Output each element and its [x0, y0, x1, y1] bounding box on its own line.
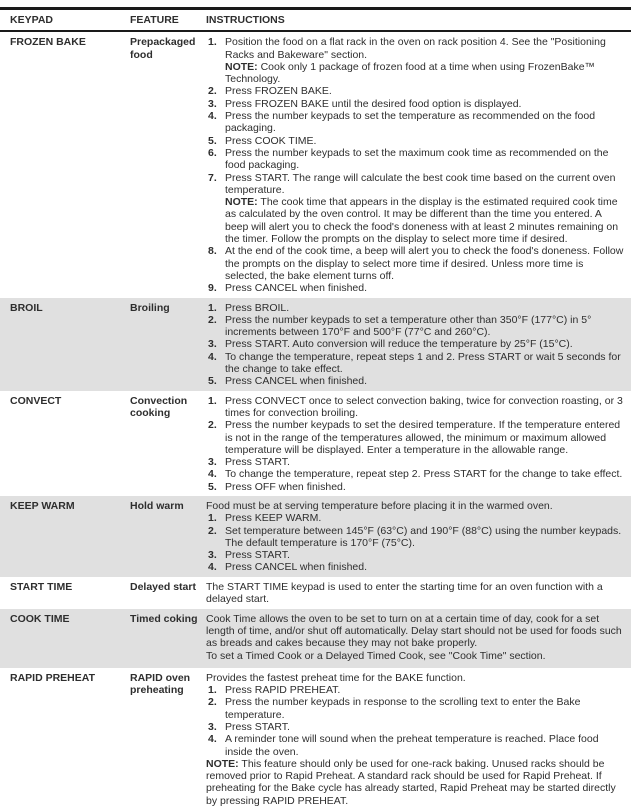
instruction-step [206, 525, 626, 550]
keypad-cell: RAPID PREHEAT [10, 671, 95, 684]
instruction-paragraph: Provides the fastest preheat time for the BAKE function. [206, 671, 466, 684]
table-row [0, 32, 631, 297]
keypad-cell: CONVECT [10, 394, 62, 407]
keypad-cell: FROZEN BAKE [10, 36, 86, 49]
instruction-step [206, 395, 626, 420]
step-text [225, 314, 626, 339]
step-text [225, 98, 626, 110]
step-text [225, 85, 626, 97]
step-text-line: To change the temperature, repeat step 2. Press START for the change to take effect. [225, 468, 623, 481]
instruction-step [206, 98, 626, 110]
step-text [225, 282, 626, 294]
step-number: 2. [208, 696, 217, 709]
note-paragraph: NOTE: This feature should only be used for one-rack baking. Unused racks should be removed prior to Rapid Preheat. A standard rack should be used for Rapid Preheat. If preheating for the Bake cycle has already started, Rapid Preheat may be started directly by pressing RAPID PREHEAT. [206, 757, 616, 807]
step-number: 5. [208, 375, 217, 388]
step-note: NOTE: Cook only 1 package of frozen food at a time when using FrozenBake™ Technology. [225, 60, 596, 86]
instruction-paragraph: To set a Timed Cook or a Delayed Timed Cook, see "Cook Time" section. [206, 649, 546, 662]
step-number: 5. [208, 480, 217, 493]
step-number: 4. [208, 350, 217, 363]
table-body [0, 32, 631, 810]
feature-cell: Broiling [130, 301, 170, 314]
step-number: 6. [208, 146, 217, 159]
step-text [225, 172, 626, 246]
instruction-step [206, 338, 626, 350]
keypad-cell: KEEP WARM [10, 499, 75, 512]
step-number: 1. [208, 684, 217, 697]
step-number: 8. [208, 245, 217, 258]
instruction-step [206, 147, 626, 172]
step-text-line: Press CANCEL when finished. [225, 375, 368, 388]
step-text [225, 36, 626, 85]
instruction-step [206, 733, 626, 758]
step-text-line: At the end of the cook time, a beep will alert you to check the food's doneness. Follow the prompts on the display to select more time if desired. Unless more time is selected, the bake element turns off. [225, 245, 624, 282]
step-text [225, 512, 626, 524]
instructions-cell [206, 581, 631, 606]
step-text [225, 561, 626, 573]
step-text-line: Press START. The range will calculate the best cook time based on the current oven temperature. [225, 171, 616, 196]
step-text [225, 302, 626, 314]
step-text [225, 375, 626, 387]
instruction-steps [206, 395, 626, 493]
feature-cell: Prepackaged food [130, 36, 196, 61]
step-number: 1. [208, 301, 217, 314]
step-text [225, 456, 626, 468]
instructions-cell [206, 395, 631, 493]
instruction-step [206, 36, 626, 85]
step-text-line: Set temperature between 145°F (63°C) and 190°F (88°C) using the number keypads. The default temperature is 170°F (75°C). [225, 524, 622, 549]
note-label: NOTE: [225, 196, 258, 209]
instruction-steps [206, 302, 626, 388]
instruction-step [206, 375, 626, 387]
header-instructions: INSTRUCTIONS [206, 14, 285, 26]
step-number: 7. [208, 171, 217, 184]
step-number: 2. [208, 313, 217, 326]
instructions-cell [206, 672, 631, 807]
instruction-step [206, 561, 626, 573]
step-number: 2. [208, 419, 217, 432]
table-row [0, 496, 631, 577]
step-text-line: To change the temperature, repeat steps 1 and 2. Press START or wait 5 seconds for the change to take effect. [225, 350, 621, 376]
instruction-step [206, 282, 626, 294]
step-text [225, 395, 626, 420]
note-label: NOTE: [225, 60, 258, 73]
keypad-cell: BROIL [10, 301, 43, 314]
instruction-step [206, 696, 626, 721]
step-number: 4. [208, 561, 217, 574]
step-text-line: Press COOK TIME. [225, 134, 317, 147]
header-feature: FEATURE [130, 14, 179, 26]
instruction-steps [206, 684, 626, 758]
step-text [225, 419, 626, 456]
step-text [225, 110, 626, 135]
instruction-step [206, 245, 626, 282]
step-number: 2. [208, 85, 217, 98]
step-text [225, 245, 626, 282]
note-label: NOTE: [206, 757, 239, 770]
step-text-line: Press the number keypads to set the desired temperature. If the temperature entered is not in the range of the temperatures allowed, the minimum or maximum allowed temperature will be displayed. Enter a temperature in the allowable range. [225, 419, 621, 456]
instruction-step [206, 172, 626, 246]
keypad-cell: START TIME [10, 580, 73, 593]
step-number: 4. [208, 110, 217, 123]
step-text [225, 525, 626, 550]
instruction-step [206, 481, 626, 493]
step-text [225, 696, 626, 721]
step-text-line: Press OFF when finished. [225, 480, 346, 493]
instruction-paragraph: Food must be at serving temperature before placing it in the warmed oven. [206, 499, 553, 512]
step-number: 4. [208, 733, 217, 746]
table-row [0, 391, 631, 496]
header-keypad: KEYPAD [10, 14, 53, 26]
step-text-line: Press CANCEL when finished. [225, 561, 368, 574]
instruction-step [206, 456, 626, 468]
step-text-line: Press the number keypads in response to the scrolling text to enter the Bake temperature. [225, 696, 581, 721]
instructions-cell [206, 36, 631, 294]
step-text-line: Press KEEP WARM. [225, 512, 322, 525]
feature-cell: Convection cooking [130, 394, 188, 419]
step-text [225, 549, 626, 561]
step-text-line: Press the number keypads to set the maximum cook time as recommended on the food packaging. [225, 146, 609, 172]
step-text-line: Press START. [225, 456, 290, 469]
instruction-step [206, 85, 626, 97]
step-text-line: Press BROIL. [225, 301, 290, 314]
step-text-line: Press CANCEL when finished. [225, 282, 368, 295]
instruction-step [206, 302, 626, 314]
step-number: 3. [208, 97, 217, 110]
step-note: NOTE: The cook time that appears in the display is the estimated required cook time as calculated by the oven control. It may be different than the time you entered. A beep will alert you to check the food's doneness with at least 2 minutes remaining on the timer. Follow the prompts on the display to select more time if desired. [225, 196, 619, 246]
step-text-line: Press the number keypads to set a temperature other than 350°F (177°C) in 5° increments between 170°F and 500°F (77°C and 260°C). [225, 313, 592, 339]
instruction-step [206, 419, 626, 456]
feature-cell: Timed coking [130, 612, 198, 625]
feature-cell: Hold warm [130, 499, 184, 512]
instruction-step [206, 549, 626, 561]
step-text [225, 135, 626, 147]
instruction-steps [206, 36, 626, 294]
step-text-line: Press START. Auto conversion will reduce the temperature by 25°F (15°C). [225, 338, 573, 351]
instruction-paragraph: Cook Time allows the oven to be set to turn on at a certain time of day, cook for a set length of time, and/or shut off automatically. Delay start should not be used for foods such as breads and cakes because they may not bake properly. [206, 612, 622, 650]
instruction-step [206, 135, 626, 147]
step-text [225, 684, 626, 696]
step-number: 5. [208, 134, 217, 147]
step-text-line: Press FROZEN BAKE until the desired food option is displayed. [225, 97, 522, 110]
step-text [225, 481, 626, 493]
instruction-step [206, 110, 626, 135]
step-text-line: Press START. [225, 549, 290, 562]
table-row [0, 298, 631, 391]
instruction-step [206, 721, 626, 733]
table-row [0, 577, 631, 609]
step-text [225, 721, 626, 733]
step-number: 4. [208, 468, 217, 481]
instruction-step [206, 314, 626, 339]
step-number: 2. [208, 524, 217, 537]
instruction-step [206, 468, 626, 480]
step-text-line: Press RAPID PREHEAT. [225, 684, 341, 697]
step-number: 3. [208, 338, 217, 351]
step-text [225, 468, 626, 480]
instruction-paragraph: The START TIME keypad is used to enter the starting time for an oven function with a delayed start. [206, 580, 603, 606]
feature-cell: Delayed start [130, 580, 196, 593]
step-text [225, 338, 626, 350]
instruction-step [206, 512, 626, 524]
table-header-row [0, 10, 631, 32]
step-text [225, 147, 626, 172]
instruction-step [206, 684, 626, 696]
step-number: 1. [208, 512, 217, 525]
step-text-line: A reminder tone will sound when the preheat temperature is reached. Place food inside the oven. [225, 733, 599, 758]
step-number: 1. [208, 36, 217, 49]
table-row [0, 609, 631, 668]
step-text-line: Press FROZEN BAKE. [225, 85, 332, 98]
step-text-line: Press CONVECT once to select convection baking, twice for convection roasting, or 3 times for convection broiling. [225, 394, 623, 419]
step-text-line: Press the number keypads to set the temperature as recommended on the food packaging. [225, 110, 596, 135]
instruction-step [206, 351, 626, 376]
step-text-line: Position the food on a flat rack in the oven on rack position 4. See the "Positioning Racks and Bakeware" section. [225, 36, 606, 61]
step-text-line: Press START. [225, 720, 290, 733]
table-row [0, 668, 631, 810]
step-number: 3. [208, 720, 217, 733]
step-number: 9. [208, 282, 217, 295]
instructions-cell [206, 500, 631, 574]
instruction-steps [206, 512, 626, 573]
step-number: 1. [208, 394, 217, 407]
keypad-cell: COOK TIME [10, 612, 70, 625]
step-number: 3. [208, 456, 217, 469]
step-text [225, 733, 626, 758]
step-number: 3. [208, 549, 217, 562]
instructions-cell [206, 302, 631, 388]
manual-table [0, 7, 631, 810]
feature-cell: RAPID oven preheating [130, 671, 191, 697]
step-text [225, 351, 626, 376]
instructions-cell [206, 613, 631, 665]
